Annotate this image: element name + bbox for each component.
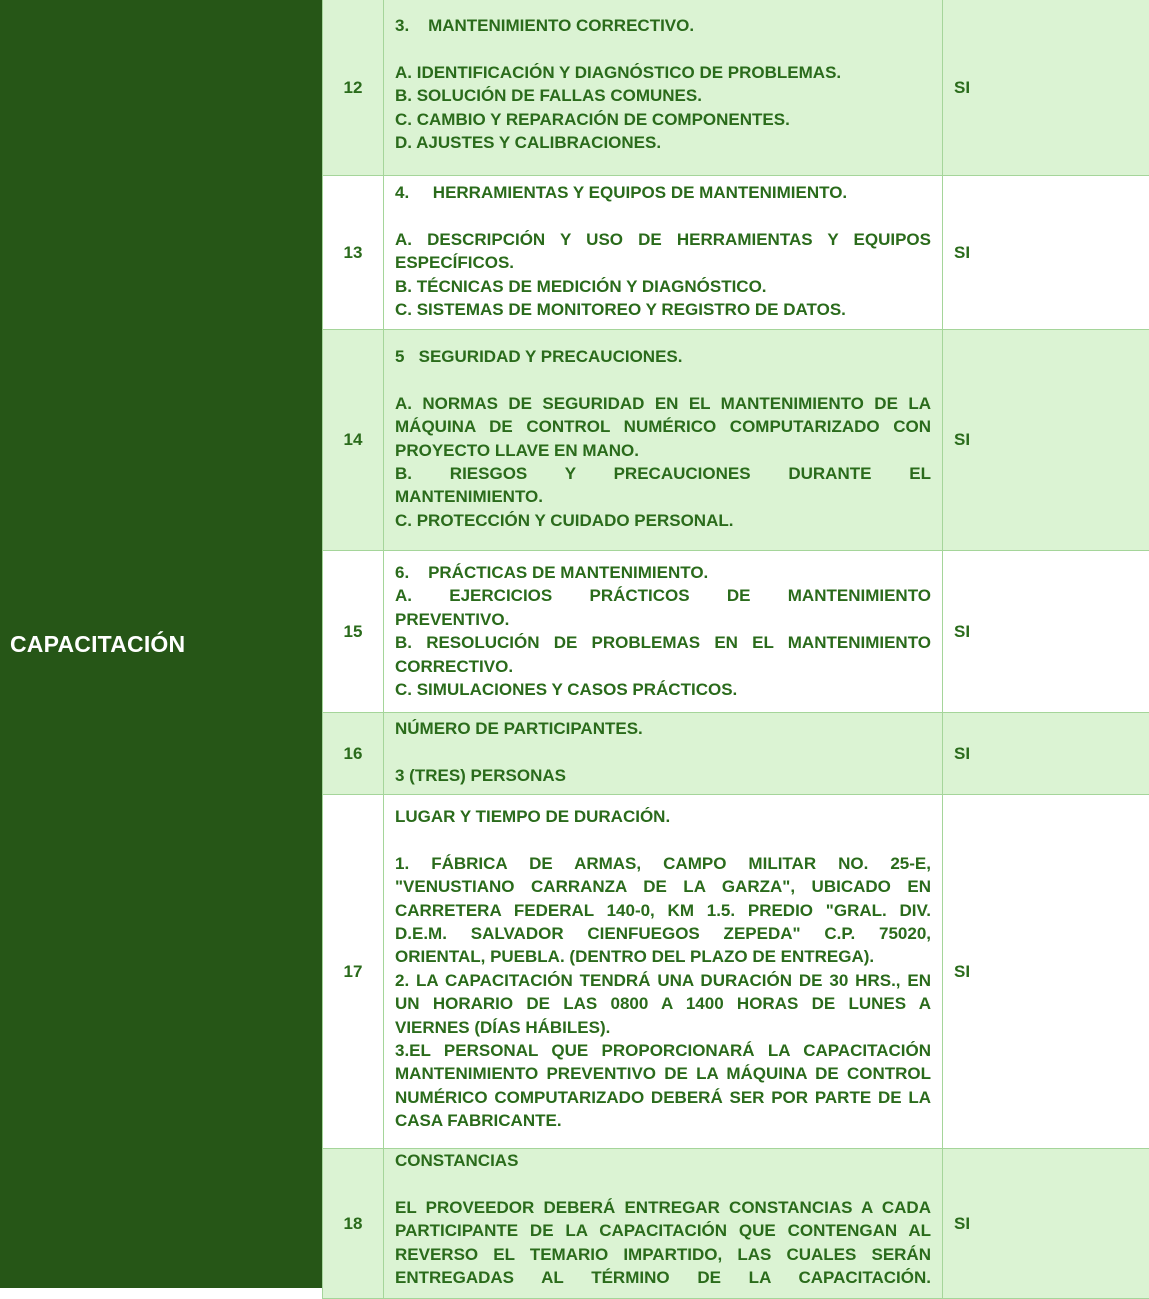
row-description xyxy=(384,713,943,794)
description-line: A. DESCRIPCIÓN Y USO DE HERRAMIENTAS Y EQUIPOS xyxy=(395,229,931,249)
row-number: 17 xyxy=(322,795,384,1148)
table-row xyxy=(322,176,1149,330)
description-line xyxy=(395,204,931,227)
table-row xyxy=(322,795,1149,1149)
row-number: 18 xyxy=(322,1149,384,1298)
description-line: ESPECÍFICOS. xyxy=(395,253,515,273)
description-line: EL PROVEEDOR DEBERÁ ENTREGAR CONSTANCIAS A CADA xyxy=(395,1197,931,1217)
description-line: A. EJERCICIOS PRÁCTICOS DE MANTENIMIENTO xyxy=(395,586,931,606)
description-line: 5 SEGURIDAD Y PRECAUCIONES. xyxy=(395,347,683,366)
row-answer: SI xyxy=(954,430,971,449)
row-answer: SI xyxy=(954,1213,971,1233)
description-line: B. TÉCNICAS DE MEDICIÓN Y DIAGNÓSTICO. xyxy=(395,276,767,296)
description-line: D.E.M. SALVADOR CIENFUEGOS ZEPEDA" C.P. 75020, xyxy=(395,924,931,944)
description-line: CORRECTIVO. xyxy=(395,656,514,676)
description-line: B. RIESGOS Y PRECAUCIONES DURANTE EL xyxy=(395,464,931,484)
description-line: MANTENIMIENTO. xyxy=(395,487,543,507)
description-line: A. IDENTIFICACIÓN Y DIAGNÓSTICO DE PROBLEMAS. xyxy=(395,62,842,82)
table-row xyxy=(322,330,1149,551)
description-line: C. SIMULACIONES Y CASOS PRÁCTICOS. xyxy=(395,680,738,700)
table-row xyxy=(322,713,1149,795)
description-line: MANTENIMIENTO PREVENTIVO DE LA MÁQUINA DE CONTROL xyxy=(395,1064,931,1084)
description-line: 1. FÁBRICA DE ARMAS, CAMPO MILITAR NO. 25-E, xyxy=(395,853,931,873)
row-number: 13 xyxy=(322,176,384,329)
description-line: PARTICIPANTE DE LA CAPACITACIÓN QUE CONTENGAN AL xyxy=(395,1221,931,1241)
description-line: PREVENTIVO. xyxy=(395,609,510,629)
description-line: VIERNES (DÍAS HÁBILES). xyxy=(395,1017,611,1037)
row-number: 15 xyxy=(322,551,384,712)
category-cell xyxy=(0,0,322,1288)
row-description xyxy=(384,551,943,712)
description-line: B. RESOLUCIÓN DE PROBLEMAS EN EL MANTENIMIENTO xyxy=(395,633,931,653)
row-answer: SI xyxy=(954,621,971,641)
description-line: A. NORMAS DE SEGURIDAD EN EL MANTENIMIENTO DE LA xyxy=(395,393,931,413)
description-line: "VENUSTIANO CARRANZA DE LA GARZA", UBICADO EN xyxy=(395,877,931,897)
description-line: 3. MANTENIMIENTO CORRECTIVO. xyxy=(395,16,695,35)
description-line xyxy=(395,1172,931,1195)
description-line xyxy=(395,368,931,391)
row-answer: SI xyxy=(954,743,971,763)
description-line: C. CAMBIO Y REPARACIÓN DE COMPONENTES. xyxy=(395,109,790,129)
description-line: LUGAR Y TIEMPO DE DURACIÓN. xyxy=(395,807,671,826)
description-line: CARRETERA FEDERAL 140-0, KM 1.5. PREDIO "GRAL. DIV. xyxy=(395,900,931,920)
table-row xyxy=(322,0,1149,176)
row-number: 14 xyxy=(322,330,384,550)
table-row xyxy=(322,1149,1149,1299)
row-description xyxy=(384,176,943,329)
description-line: UN HORARIO DE LAS 0800 A 1400 HORAS DE LUNES A xyxy=(395,994,931,1014)
description-line: D. AJUSTES Y CALIBRACIONES. xyxy=(395,133,662,153)
row-answer: SI xyxy=(954,961,971,981)
description-line: CASA FABRICANTE. xyxy=(395,1111,562,1131)
category-label: CAPACITACIÓN xyxy=(10,630,186,657)
table-row xyxy=(322,551,1149,713)
row-description xyxy=(384,0,943,175)
description-line xyxy=(395,828,931,851)
description-line: PROYECTO LLAVE EN MANO. xyxy=(395,440,640,460)
description-line xyxy=(395,740,931,763)
row-answer: SI xyxy=(954,77,971,97)
description-line: C. PROTECCIÓN Y CUIDADO PERSONAL. xyxy=(395,510,734,530)
row-number: 12 xyxy=(322,0,384,175)
description-line: C. SISTEMAS DE MONITOREO Y REGISTRO DE DATOS. xyxy=(395,300,846,320)
description-line: 6. PRÁCTICAS DE MANTENIMIENTO. xyxy=(395,563,709,582)
row-description xyxy=(384,1149,943,1298)
description-line: MÁQUINA DE CONTROL NUMÉRICO COMPUTARIZADO CON xyxy=(395,417,931,437)
description-line: B. SOLUCIÓN DE FALLAS COMUNES. xyxy=(395,86,702,106)
description-line: 2. LA CAPACITACIÓN TENDRÁ UNA DURACIÓN DE 30 HRS., EN xyxy=(395,970,931,990)
row-description xyxy=(384,330,943,550)
description-line: 3.EL PERSONAL QUE PROPORCIONARÁ LA CAPACITACIÓN xyxy=(395,1041,931,1061)
description-line: CONSTANCIAS xyxy=(395,1151,519,1170)
description-line: ORIENTAL, PUEBLA. (DENTRO DEL PLAZO DE ENTREGA). xyxy=(395,947,875,967)
row-number: 16 xyxy=(322,713,384,794)
description-line xyxy=(395,37,931,60)
description-line: NÚMERO DE PARTICIPANTES. xyxy=(395,719,643,738)
description-line: REVERSO EL TEMARIO IMPARTIDO, LAS CUALES SERÁN xyxy=(395,1244,931,1264)
description-line: 3 (TRES) PERSONAS xyxy=(395,765,566,785)
description-line: 4. HERRAMIENTAS Y EQUIPOS DE MANTENIMIENTO. xyxy=(395,183,848,202)
description-line: NUMÉRICO COMPUTARIZADO DEBERÁ SER POR PARTE DE LA xyxy=(395,1087,931,1107)
row-description xyxy=(384,795,943,1148)
description-line: ENTREGADAS AL TÉRMINO DE LA CAPACITACIÓN. xyxy=(395,1268,931,1288)
row-answer: SI xyxy=(954,242,971,262)
